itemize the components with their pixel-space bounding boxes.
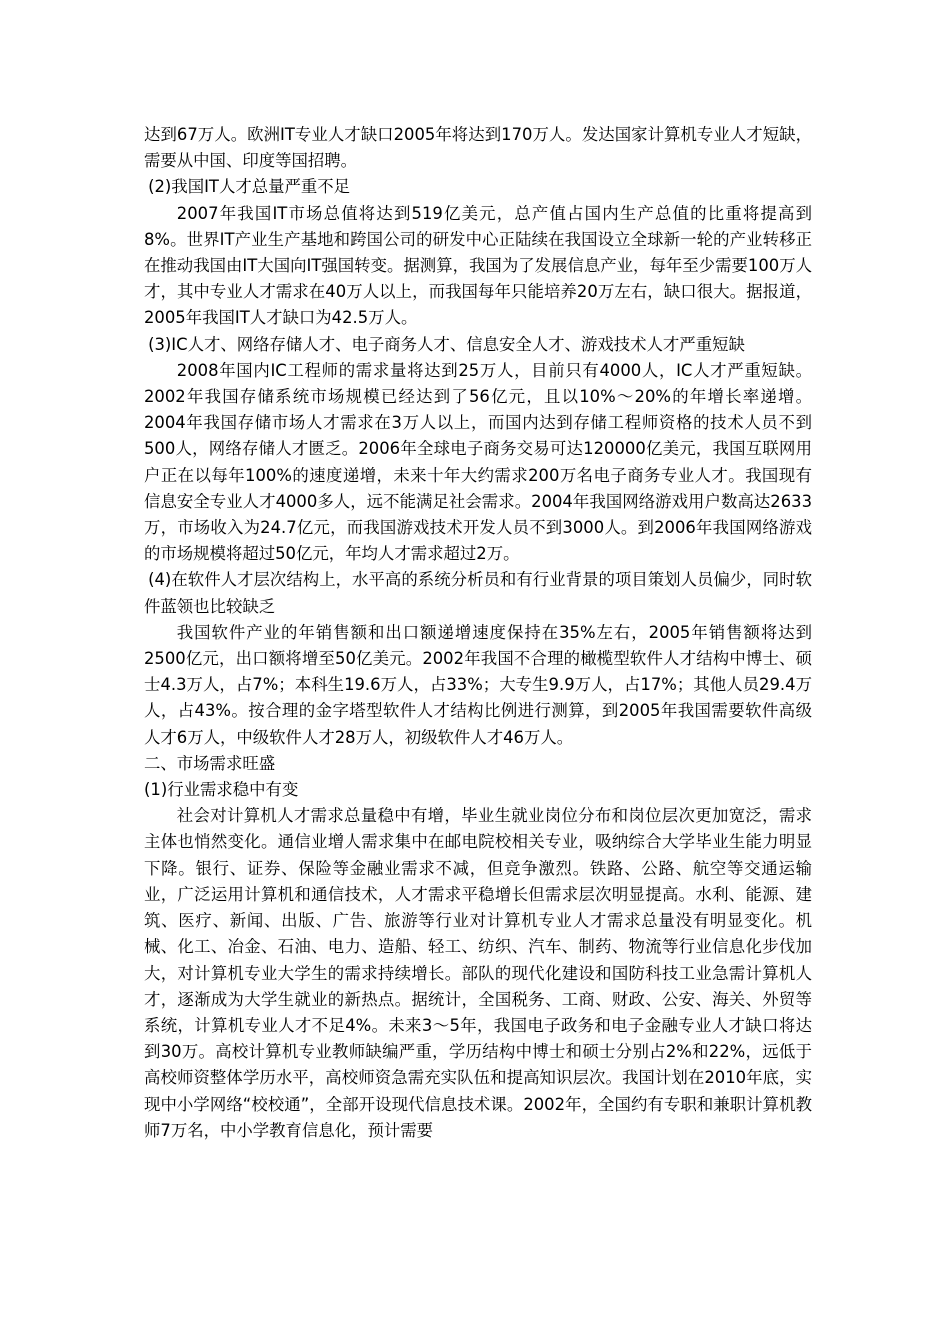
section-heading-3: (3)IC人才、网络存储人才、电子商务人才、信息安全人才、游戏技术人才严重短缺 [148,334,745,354]
section-heading-4: (4)在软件人才层次结构上，水平高的系统分析员和有行业背景的项目策划人员偏少，同时软件蓝领也比较缺乏 [144,570,812,616]
document-page [144,122,812,1144]
paragraph-software-talent: 我国软件产业的年销售额和出口额递增速度保持在35%左右，2005年销售额将达到2500亿元，出口额将增至50亿美元。2002年我国不合理的橄榄型软件人才结构中博士、硕士4.3万人，占7%；本科生19.6万人，占33%；大专生9.9万人，占17%；其他人员29.4万人，占43%。按合理的金字塔型软件人才结构比例进行测算，到2005年我国需要软件高级人才6万人，中级软件人才28万人，初级软件人才46万人。 [144,622,812,747]
paragraph-ic-talent: 2008年国内IC工程师的需求量将达到25万人，目前只有4000人，IC人才严重短缺。2002年我国存储系统市场规模已经达到了56亿元，且以10%～20%的年增长率递增。2004年我国存储市场人才需求在3万人以上，而国内达到存储工程师资格的技术人员不到500人，网络存储人才匮乏。2006年全球电子商务交易可达120000亿美元，我国互联网用户正在以每年100%的速度递增，未来十年大约需求200万名电子商务专业人才。我国现有信息安全专业人才4000多人，远不能满足社会需求。2004年我国网络游戏用户数高达2633万，市场收入为24.7亿元，而我国游戏技术开发人员不到3000人。到2006年我国网络游戏的市场规模将超过50亿元，年均人才需求超过2万。 [144,360,812,564]
section-heading-industry: (1)行业需求稳中有变 [144,780,299,800]
paragraph-industry-demand: 社会对计算机人才需求总量稳中有增，毕业生就业岗位分布和岗位层次更加宽泛，需求主体也悄然变化。通信业增人需求集中在邮电院校相关专业，吸纳综合大学毕业生能力明显下降。银行、证券、保险等金融业需求不减，但竞争激烈。铁路、公路、航空等交通运输业，广泛运用计算机和通信技术，人才需求平稳增长但需求层次明显提高。水利、能源、建筑、医疗、新闻、出版、广告、旅游等行业对计算机专业人才需求总量没有明显变化。机械、化工、冶金、石油、电力、造船、轻工、纺织、汽车、制药、物流等行业信息化步伐加大，对计算机专业大学生的需求持续增长。部队的现代化建设和国防科技工业急需计算机人才，逐渐成为大学生就业的新热点。据统计，全国税务、工商、财政、公安、海关、外贸等系统，计算机专业人才不足4%。未来3～5年，我国电子政务和电子金融专业人才缺口将达到30万。高校计算机专业教师缺编严重，学历结构中博士和硕士分别占2%和22%，远低于高校师资整体学历水平，高校师资急需充实队伍和提高知识层次。我国计划在2010年底，实现中小学网络“校校通”，全部开设现代信息技术课。2002年，全国约有专职和兼职计算机教师7万名，中小学教育信息化，预计需要 [144,806,812,1140]
section-heading-2: (2)我国IT人才总量严重不足 [148,177,351,197]
paragraph-it-talent: 2007年我国IT市场总值将达到519亿美元，总产值占国内生产总值的比重将提高到8%。世界IT产业生产基地和跨国公司的研发中心正陆续在我国设立全球新一轮的产业转移正在推动我国由IT大国向IT强国转变。据测算，我国为了发展信息产业，每年至少需要100万人才，其中专业人才需求在40万人以上，而我国每年只能培养20万左右，缺口很大。据报道，2005年我国IT人才缺口为42.5万人。 [144,203,812,328]
paragraph-intro: 达到67万人。欧洲IT专业人才缺口2005年将达到170万人。发达国家计算机专业人才短缺，需要从中国、印度等国招聘。 [144,125,812,171]
section-heading-market: 二、市场需求旺盛 [144,753,276,773]
